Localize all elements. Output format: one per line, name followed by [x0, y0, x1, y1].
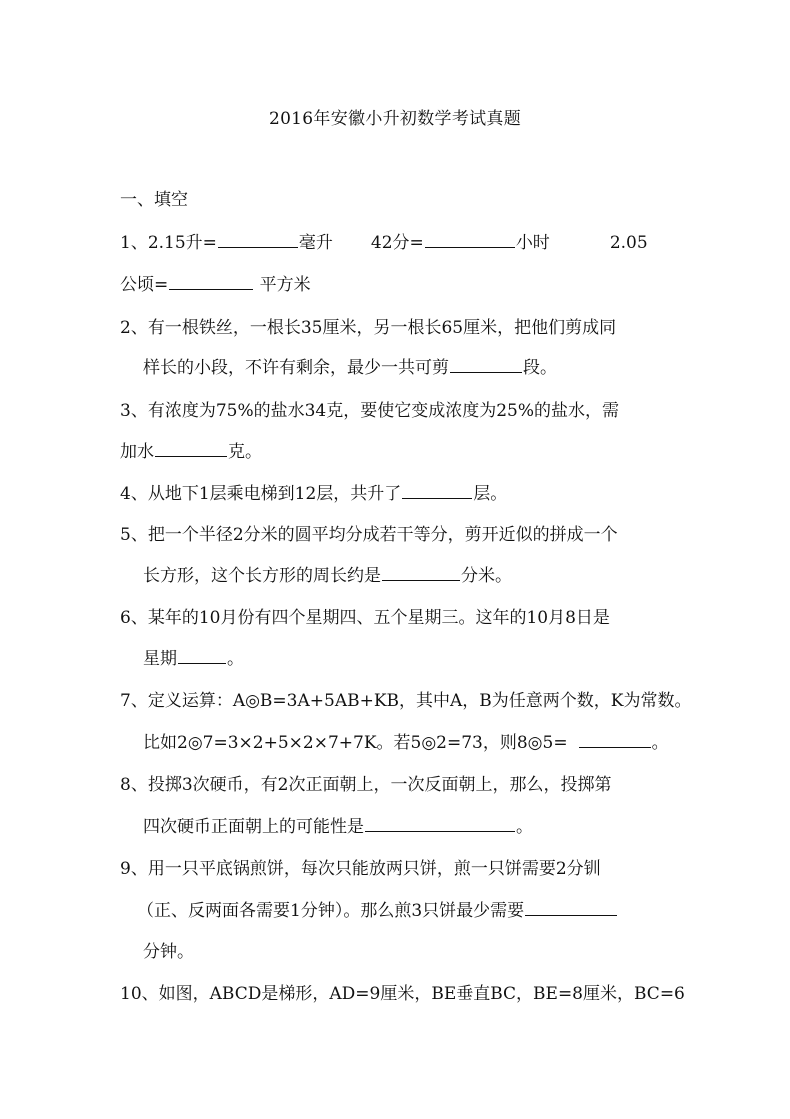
question-2-line-1: 2、有一根铁丝，一根长35厘米，另一根长65厘米，把他们剪成同 [120, 318, 617, 338]
question-9-line-1: 9、用一只平底锅煎饼，每次只能放两只饼，煎一只饼需要2分钏 [120, 859, 601, 879]
question-5-line-1: 5、把一个半径2分米的圆平均分成若干等分，剪开近似的拼成一个 [120, 525, 618, 545]
answer-blank[interactable] [365, 815, 515, 832]
answer-blank[interactable] [402, 482, 472, 499]
answer-blank[interactable] [579, 731, 651, 748]
question-7-line-1: 7、定义运算：A◎B=3A+5AB+KB，其中A，B为任意两个数，K为常数。 [120, 691, 692, 711]
question-6-line-2: 星期 。 [143, 649, 244, 669]
question-1-line-2: 公顷= 平方米 [120, 275, 311, 295]
answer-blank[interactable] [450, 356, 522, 373]
question-10-line-1: 10、如图，ABCD是梯形，AD=9厘米，BE垂直BC，BE=8厘米，BC=6 [120, 984, 685, 1004]
answer-blank[interactable] [218, 231, 298, 248]
answer-blank[interactable] [525, 899, 617, 916]
answer-blank[interactable] [382, 564, 460, 581]
answer-blank[interactable] [155, 440, 227, 457]
question-8-line-2: 四次硬币正面朝上的可能性是 。 [143, 817, 533, 837]
question-6-line-1: 6、某年的10月份有四个星期四、五个星期三。这年的10月8日是 [120, 608, 610, 628]
question-3-line-2: 加水 克。 [120, 442, 262, 462]
question-4-line-1: 4、从地下1层乘电梯到12层，共升了 层。 [120, 484, 508, 504]
answer-blank[interactable] [425, 231, 515, 248]
question-9-line-2: （正、反两面各需要1分钟）。那么煎3只饼最少需要 [137, 899, 618, 923]
question-7-line-2: 比如2◎7=3×2+5×2×7+7K。若5◎2=73，则8◎5= 。 [143, 733, 669, 753]
question-1-line-1: 1、2.15升= 毫升 42分= 小时 2.05 [120, 233, 648, 253]
question-5-line-2: 长方形，这个长方形的周长约是 分米。 [143, 566, 512, 586]
question-2-line-2: 样长的小段，不许有剩余，最少一共可剪 段。 [143, 358, 557, 378]
exam-title: 2016年安徽小升初数学考试真题 [268, 109, 522, 129]
question-9-line-3: 分钟。 [143, 942, 194, 962]
answer-blank[interactable] [178, 647, 226, 664]
section-heading: 一、填空 [120, 190, 188, 210]
question-3-line-1: 3、有浓度为75%的盐水34克，要使它变成浓度为25%的盐水，需 [120, 401, 620, 421]
answer-blank[interactable] [169, 273, 253, 290]
question-8-line-1: 8、投掷3次硬币，有2次正面朝上，一次反面朝上，那么，投掷第 [120, 775, 612, 795]
